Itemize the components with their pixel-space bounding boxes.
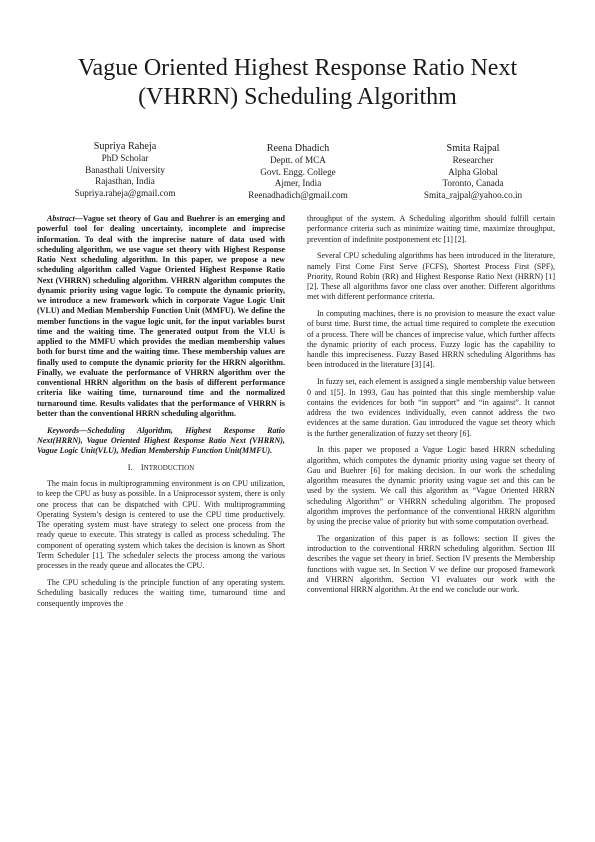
author-position: Deptt. of MCA (270, 155, 326, 165)
section-heading-introduction (37, 463, 285, 473)
keywords-label: Keywords (47, 425, 80, 435)
author-location: Ajmer, India (274, 178, 322, 188)
body-paragraph: Several CPU scheduling algorithms has been introduced in the literature, namely First Come First Serve (FCFS), Shortest Process First (SPF), Priority, Round Robin (RR) and Highest Response Ratio Next (HRRN) [1][2]. These all algorithms favor one class over another. Different algorithms met with different performance criteria. (307, 251, 555, 302)
author-affiliation: Banasthali University (85, 164, 165, 175)
paper-title-line-1: Vague Oriented Highest Response Ratio Next (77, 55, 518, 81)
keywords (37, 426, 285, 457)
abstract-label: Abstract (47, 214, 75, 223)
body-paragraph: The main focus in multiprogramming environment is on CPU utilization, to keep the CPU as busy as possible. In a Uniprocessor system, there is only one process that can be dispatched with CPU. With multiprogramming Operating System’s design is centered to use the CPU time productively. The operating system must have strategy to select one process from the ready queue to execute. This strategy is called as process scheduling. The component of operating system which takes the decision is known as Short Term Scheduler [1]. The scheduler selects the process among the various processes in the ready queue and allocates the CPU. (37, 479, 285, 571)
author-name: Reena Dhadich (266, 143, 330, 154)
keywords-text: —Scheduling Algorithm, Highest Response Ratio Next(HRRN), Vague Oriented Highest Response Ratio Next (VHRRN), Vague Logic Unit(VLU), Median Membership Function Unit(MMFU). (37, 425, 285, 456)
paper-title-line-2: (VHRRN) Scheduling Algorithm (138, 84, 457, 110)
body-paragraph: In computing machines, there is no provision to measure the exact value of burst time. Burst time, the actual time required to complete the execution of a process. There will be chances of imprecise value, which further affects the dynamic priority of each process. Fuzzy logic has the capability to handle this impreciseness. Fuzzy Based HRRN scheduling Algorithms has been introduced in the literature [3] [4]. (307, 309, 555, 370)
body-paragraph: In this paper we proposed a Vague Logic based HRRN scheduling algorithm, which computes the dynamic priority using vague set theory of Gau and Buehrer [6] for making decision. In our work the scheduling algorithm measures the dynamic priority using vague set and this can be used by the system. We call this algorithm as “Vague Oriented HRRN scheduling Algorithm” or VHRRN scheduling algorithm. The proposed algorithm improves the performance of the conventional HRRN algorithm by using the precise value of priority but with some computation overhead. (307, 445, 555, 527)
author-block-3 (388, 142, 558, 201)
right-column (307, 214, 555, 602)
section-title-rest: NTRODUCTION (143, 463, 195, 472)
author-email: Smita_rajpal@yahoo.co.in (423, 189, 523, 200)
abstract (37, 214, 285, 419)
author-affiliation: Alpha Global (448, 166, 498, 177)
author-position: Researcher (452, 155, 494, 165)
body-paragraph: The organization of this paper is as follows: section II gives the introduction to the conventional HRRN scheduling algorithm. Section III describes the vague set theory in brief. Section IV presents the Membership functions with vague set. In Section V we define our proposed framework and VHRRN algorithm. Section VI evaluates our work with the conventional HRRN algorithm. At the end we conclude our work. (307, 533, 555, 595)
author-block-1 (40, 140, 210, 199)
author-position: PhD Scholar (101, 153, 149, 163)
author-email: Reenadhadich@gmail.com (248, 189, 348, 200)
paper-title (40, 54, 555, 112)
author-name: Smita Rajpal (446, 143, 500, 154)
author-location: Toronto, Canada (442, 178, 504, 188)
section-title-initial: I (140, 462, 144, 472)
body-paragraph-continued: throughput of the system. A Scheduling algorithm should fulfill certain performance criteria such as minimize waiting time, maximize throughput, prevention of indefinite postponement etc [1] [2]. (307, 214, 555, 244)
section-number: I. (127, 462, 133, 472)
author-name: Supriya Raheja (93, 141, 157, 152)
author-location: Rajasthan, India (95, 176, 155, 186)
body-paragraph: The CPU scheduling is the principle function of any operating system. Scheduling basically reduces the waiting time, turnaround time and consequently improves the (37, 578, 285, 608)
author-affiliation: Govt. Engg. College (260, 166, 336, 177)
author-block-2 (213, 142, 383, 201)
body-paragraph: In fuzzy set, each element is assigned a single membership value between 0 and 1[5]. In 1993, Gau has pointed that this single membership value contains the evidences for both “in support” and “in against”. It cannot address the two evidences individually, even cannot address the two evidences at the same duration. Gau introduced the vague set theory which is the further generalization of fuzzy set theory [6]. (307, 377, 555, 438)
author-email: Supriya.raheja@gmail.com (74, 187, 176, 198)
left-column (37, 214, 285, 615)
abstract-text: —Vague set theory of Gau and Buehrer is an emerging and powerful tool for dealing uncertainty, incomplete and imprecise information. To deal with the imprecise nature of data used with scheduling algorithm, we use vague set theory with Highest Response Ratio Next scheduling algorithm. In this paper, we propose a new scheduling algorithm called Vague Oriented Highest Response Ratio Next (VHRRN) scheduling algorithm. VHRRN algorithm computes the dynamic priority using vague logic. To compute the dynamic priority, we introduce a new framework which in corporate Vague Logic Unit (VLU) and Median Membership Function Unit (MMFU). We define the member functions in the vague logic unit, for the input variables burst time and the waiting time. The generated output from the VLU is applied to the MMFU which provides the median membership values both for burst time and the waiting time. These membership values are finally used to compute the dynamic priority for the HRRN algorithm. Finally, we evaluate the performance of VHRRN algorithm over the conventional HRRN algorithm on the basis of different performance criteria like waiting time, turnaround time and the normalized turnaround time. Results validates that the performance of VHRRN is better than the conventional HRRN scheduling algorithm. (37, 214, 285, 418)
